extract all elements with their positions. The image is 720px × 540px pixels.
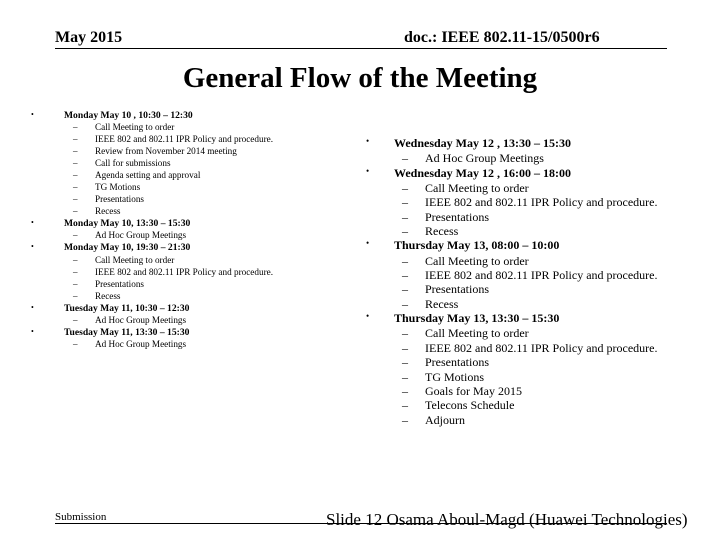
dash-icon: – bbox=[73, 278, 78, 289]
dash-icon: – bbox=[402, 384, 408, 398]
session-heading: Wednesday May 12 , 13:30 – 15:30 bbox=[394, 136, 571, 150]
footer-slide-author bbox=[326, 510, 688, 530]
dash-icon: – bbox=[402, 326, 408, 341]
footer-author: Osama Aboul-Magd (Huawei Technologies) bbox=[386, 510, 688, 529]
dash-icon: – bbox=[73, 122, 78, 133]
session-heading: Wednesday May 12 , 16:00 – 18:00 bbox=[394, 165, 571, 180]
agenda-item: TG Motions bbox=[425, 369, 485, 384]
dash-icon: – bbox=[402, 282, 408, 297]
dash-icon: – bbox=[402, 209, 408, 224]
bullet-icon: • bbox=[31, 302, 34, 312]
dash-icon: – bbox=[73, 266, 78, 277]
footer-submission: Submission bbox=[55, 511, 107, 523]
agenda-item: IEEE 802 and 802.11 IPR Policy and procedure. bbox=[425, 340, 658, 355]
agenda-item: Call Meeting to order bbox=[95, 122, 175, 133]
dash-icon: – bbox=[73, 290, 78, 301]
dash-icon: – bbox=[73, 146, 78, 157]
agenda-item: Call Meeting to order bbox=[425, 253, 529, 268]
dash-icon: – bbox=[402, 195, 408, 210]
agenda-item: IEEE 802 and 802.11 IPR Policy and procedure. bbox=[95, 266, 274, 277]
dash-icon: – bbox=[402, 253, 408, 268]
agenda-item: Presentations bbox=[425, 355, 489, 370]
agenda-item: Call Meeting to order bbox=[425, 180, 529, 195]
session-heading: Monday May 10 , 10:30 – 12:30 bbox=[64, 110, 193, 121]
agenda-item: Presentations bbox=[95, 278, 144, 289]
agenda-item: IEEE 802 and 802.11 IPR Policy and procedure. bbox=[95, 134, 274, 145]
agenda-item: Ad Hoc Group Meetings bbox=[95, 230, 187, 241]
agenda-item: Ad Hoc Group Meetings bbox=[425, 151, 544, 166]
session-heading: Monday May 10, 19:30 – 21:30 bbox=[64, 242, 191, 254]
agenda-item: Ad Hoc Group Meetings bbox=[95, 339, 187, 349]
dash-icon: – bbox=[402, 268, 408, 282]
header-doc-id: doc.: IEEE 802.11-15/0500r6 bbox=[404, 29, 600, 46]
header-rule bbox=[55, 48, 667, 49]
header-date: May 2015 bbox=[55, 29, 123, 46]
dash-icon: – bbox=[73, 314, 78, 325]
bullet-icon: • bbox=[366, 165, 370, 176]
dash-icon: – bbox=[402, 398, 408, 413]
agenda-item: Call Meeting to order bbox=[425, 326, 529, 341]
session-heading: Thursday May 13, 13:30 – 15:30 bbox=[394, 311, 560, 326]
session-heading: Tuesday May 11, 10:30 – 12:30 bbox=[64, 302, 190, 314]
session-heading: Tuesday May 11, 13:30 – 15:30 bbox=[64, 326, 190, 338]
dash-icon: – bbox=[402, 340, 408, 355]
agenda-item: Call for submissions bbox=[95, 158, 171, 169]
agenda-item: Agenda setting and approval bbox=[95, 170, 201, 181]
agenda-item: Call Meeting to order bbox=[95, 254, 175, 265]
dash-icon: – bbox=[402, 151, 408, 166]
bullet-icon: • bbox=[31, 242, 34, 252]
session-heading: Monday May 10, 13:30 – 15:30 bbox=[64, 218, 191, 230]
bullet-icon: • bbox=[366, 311, 370, 322]
agenda-item: Recess bbox=[425, 296, 459, 311]
agenda-item: IEEE 802 and 802.11 IPR Policy and procedure. bbox=[425, 268, 658, 282]
dash-icon: – bbox=[73, 134, 78, 145]
session-heading: Thursday May 13, 08:00 – 10:00 bbox=[394, 238, 560, 253]
footer-slide-label: Slide 12 bbox=[326, 510, 383, 529]
dash-icon: – bbox=[402, 296, 408, 311]
dash-icon: – bbox=[73, 170, 78, 181]
dash-icon: – bbox=[73, 230, 78, 241]
agenda-item: Presentations bbox=[425, 282, 489, 297]
agenda-item: Recess bbox=[425, 224, 459, 238]
agenda-item: Presentations bbox=[95, 194, 144, 205]
dash-icon: – bbox=[402, 180, 408, 195]
agenda-item: Presentations bbox=[425, 209, 489, 224]
bullet-icon: • bbox=[31, 110, 34, 119]
dash-icon: – bbox=[73, 206, 78, 217]
agenda-item: Recess bbox=[95, 290, 121, 301]
dash-icon: – bbox=[73, 339, 78, 349]
bullet-icon: • bbox=[31, 326, 34, 336]
dash-icon: – bbox=[402, 369, 408, 384]
dash-icon: – bbox=[402, 412, 408, 427]
slide-title: General Flow of the Meeting bbox=[182, 62, 538, 94]
bullet-icon: • bbox=[366, 238, 370, 249]
agenda-item: IEEE 802 and 802.11 IPR Policy and procedure. bbox=[425, 195, 658, 210]
agenda-item: Telecons Schedule bbox=[425, 398, 515, 413]
agenda-item: Goals for May 2015 bbox=[425, 384, 522, 398]
agenda-item: Ad Hoc Group Meetings bbox=[95, 314, 187, 325]
agenda-item: Review from November 2014 meeting bbox=[95, 146, 237, 157]
agenda-item: TG Motions bbox=[95, 182, 141, 193]
bullet-icon: • bbox=[366, 136, 370, 146]
bullet-icon: • bbox=[31, 218, 34, 228]
dash-icon: – bbox=[73, 194, 78, 205]
dash-icon: – bbox=[402, 224, 408, 238]
agenda-item: Recess bbox=[95, 206, 121, 217]
agenda-item: Adjourn bbox=[425, 412, 465, 427]
dash-icon: – bbox=[73, 158, 78, 169]
dash-icon: – bbox=[73, 182, 78, 193]
dash-icon: – bbox=[73, 254, 78, 265]
dash-icon: – bbox=[402, 355, 408, 370]
